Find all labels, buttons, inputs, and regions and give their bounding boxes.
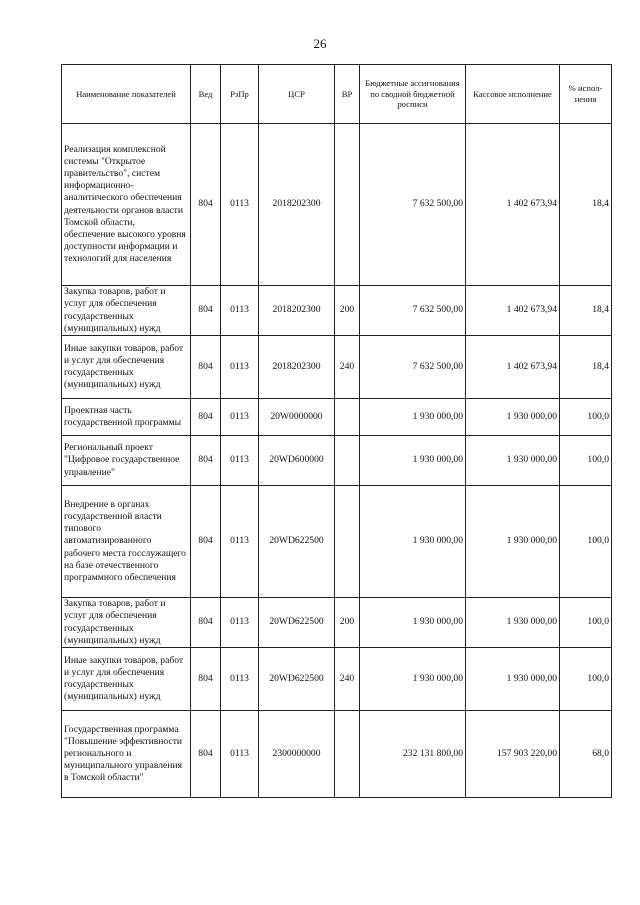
- row-name: Проектная часть государственной программы: [62, 399, 191, 436]
- row-ved: 804: [191, 124, 221, 286]
- row-name: Реализация комплексной системы "Открытое правительство", систем информационно-аналитического обеспечения деятельности органов власти Томской области, обеспечение высокого уровня доступности информации и технологий для населения: [62, 124, 191, 286]
- row-vr: 240: [335, 336, 360, 399]
- row-vr: 200: [335, 598, 360, 648]
- row-ved: 804: [191, 711, 221, 798]
- row-vr: [335, 486, 360, 598]
- table-row: [62, 436, 612, 486]
- table-row: [62, 486, 612, 598]
- row-cash: 1 930 000,00: [466, 399, 560, 436]
- row-pct: 18,4: [560, 336, 612, 399]
- row-name: Региональный проект "Цифровое государственное управление": [62, 436, 191, 486]
- row-pct: 18,4: [560, 124, 612, 286]
- header-budget: Бюджетные ассигнования по сводной бюджетной росписи: [360, 65, 466, 124]
- row-ved: 804: [191, 598, 221, 648]
- row-name: Иные закупки товаров, работ и услуг для обеспечения государственных (муниципальных) нужд: [62, 336, 191, 399]
- row-name: Государственная программа "Повышение эффективности регионального и муниципального управления в Томской области": [62, 711, 191, 798]
- header-rzpr: РзПр: [221, 65, 259, 124]
- row-csr: 2018202300: [259, 124, 335, 286]
- row-csr: 2018202300: [259, 336, 335, 399]
- row-budget: 7 632 500,00: [360, 286, 466, 336]
- row-vr: [335, 399, 360, 436]
- row-cash: 157 903 220,00: [466, 711, 560, 798]
- table-row: [62, 648, 612, 711]
- row-ved: 804: [191, 336, 221, 399]
- row-cash: 1 930 000,00: [466, 648, 560, 711]
- row-rzpr: 0113: [221, 711, 259, 798]
- row-rzpr: 0113: [221, 486, 259, 598]
- row-cash: 1 930 000,00: [466, 436, 560, 486]
- table-row: [62, 336, 612, 399]
- row-rzpr: 0113: [221, 648, 259, 711]
- header-csr: ЦСР: [259, 65, 335, 124]
- header-ved: Вед: [191, 65, 221, 124]
- table-row: [62, 399, 612, 436]
- row-rzpr: 0113: [221, 436, 259, 486]
- row-csr: 20WD622500: [259, 648, 335, 711]
- row-rzpr: 0113: [221, 399, 259, 436]
- row-pct: 100,0: [560, 436, 612, 486]
- row-vr: [335, 436, 360, 486]
- row-cash: 1 402 673,94: [466, 336, 560, 399]
- budget-table: [61, 64, 612, 798]
- row-pct: 68,0: [560, 711, 612, 798]
- row-cash: 1 402 673,94: [466, 286, 560, 336]
- row-name: Закупка товаров, работ и услуг для обеспечения государственных (муниципальных) нужд: [62, 598, 191, 648]
- header-vr: ВР: [335, 65, 360, 124]
- row-budget: 7 632 500,00: [360, 336, 466, 399]
- row-ved: 804: [191, 648, 221, 711]
- row-csr: 2300000000: [259, 711, 335, 798]
- row-ved: 804: [191, 436, 221, 486]
- row-pct: 100,0: [560, 486, 612, 598]
- row-budget: 1 930 000,00: [360, 598, 466, 648]
- row-rzpr: 0113: [221, 124, 259, 286]
- row-budget: 1 930 000,00: [360, 648, 466, 711]
- row-name: Внедрение в органах государственной власти типового автоматизированного рабочего места госслужащего на базе отечественного программного обеспечения: [62, 486, 191, 598]
- row-pct: 18,4: [560, 286, 612, 336]
- row-vr: 240: [335, 648, 360, 711]
- row-vr: [335, 711, 360, 798]
- row-cash: 1 930 000,00: [466, 598, 560, 648]
- row-cash: 1 930 000,00: [466, 486, 560, 598]
- row-vr: 200: [335, 286, 360, 336]
- row-budget: 1 930 000,00: [360, 486, 466, 598]
- row-pct: 100,0: [560, 648, 612, 711]
- row-csr: 20W0000000: [259, 399, 335, 436]
- row-ved: 804: [191, 486, 221, 598]
- table-row: [62, 711, 612, 798]
- page-number: 26: [313, 36, 327, 51]
- header-pct: % испол-нения: [560, 65, 612, 124]
- row-ved: 804: [191, 399, 221, 436]
- row-csr: 20WD622500: [259, 598, 335, 648]
- table-row: [62, 124, 612, 286]
- row-budget: 232 131 800,00: [360, 711, 466, 798]
- row-rzpr: 0113: [221, 598, 259, 648]
- row-pct: 100,0: [560, 399, 612, 436]
- row-rzpr: 0113: [221, 336, 259, 399]
- row-csr: 20WD600000: [259, 436, 335, 486]
- row-budget: 7 632 500,00: [360, 124, 466, 286]
- row-name: Закупка товаров, работ и услуг для обеспечения государственных (муниципальных) нужд: [62, 286, 191, 336]
- row-vr: [335, 124, 360, 286]
- row-name: Иные закупки товаров, работ и услуг для обеспечения государственных (муниципальных) нужд: [62, 648, 191, 711]
- table-row: [62, 286, 612, 336]
- row-csr: 20WD622500: [259, 486, 335, 598]
- row-csr: 2018202300: [259, 286, 335, 336]
- row-cash: 1 402 673,94: [466, 124, 560, 286]
- row-ved: 804: [191, 286, 221, 336]
- header-cash: Кассовое исполнение: [466, 65, 560, 124]
- table-header-row: [62, 65, 612, 124]
- row-budget: 1 930 000,00: [360, 399, 466, 436]
- row-rzpr: 0113: [221, 286, 259, 336]
- table-row: [62, 598, 612, 648]
- header-name: Наименование показателей: [62, 65, 191, 124]
- row-budget: 1 930 000,00: [360, 436, 466, 486]
- row-pct: 100,0: [560, 598, 612, 648]
